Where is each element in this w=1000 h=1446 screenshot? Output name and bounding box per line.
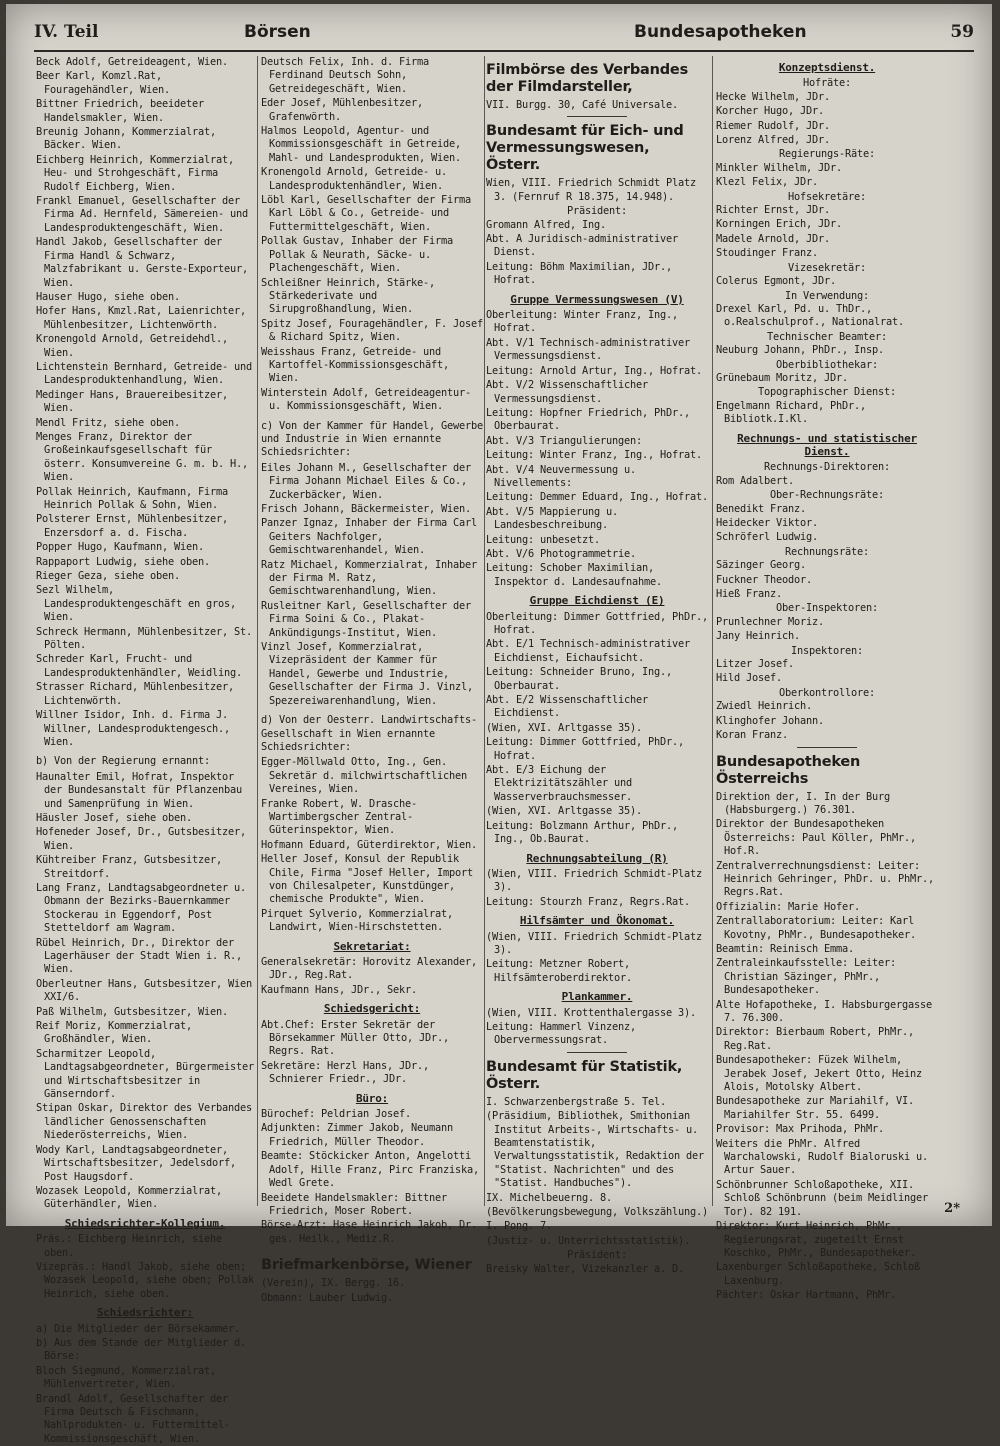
list-item: Paß Wilhelm, Gutsbesitzer, Wien. — [36, 1005, 228, 1018]
list-col2-a — [261, 56, 483, 414]
header-center-title: Börsen — [244, 22, 311, 42]
heading-eichamt: Bundesamt für Eich- und Vermessungswesen, Österr. — [486, 123, 684, 174]
heading-buero: Büro: — [355, 1091, 389, 1105]
list-item: b) Aus dem Stande der Mitglieder d. Börse: — [36, 1336, 246, 1363]
list-committee-a — [36, 56, 254, 749]
list-item: IX. Michelbeuerng. 8. — [486, 1191, 612, 1204]
list-item: Provisor: Max Prihoda, PhMr. — [716, 1123, 884, 1136]
heading-sekretariat: Sekretariat: — [333, 939, 411, 953]
section-heading-c: c) Von der Kammer für Handel, Gewerbe und Industrie in Wien ernannte Schiedsrichter: — [261, 419, 483, 459]
list-item: Abt. V/5 Mappierung u. Landesbeschreibung. — [486, 505, 618, 532]
list-item: Haunalter Emil, Hofrat, Inspektor der Bundesanstalt für Pflanzenbau und Samenprüfung in Wien. — [36, 770, 242, 810]
list-item: Korningen Erich, JDr. — [716, 218, 842, 231]
list-item: Abt. V/3 Triangulierungen: — [486, 434, 642, 447]
list-hofraete — [716, 91, 938, 148]
praesident-name: Gromann Alfred, Ing. — [486, 218, 606, 231]
list-item: Leitung: unbesetzt. — [486, 533, 600, 546]
list-item: Pächter: Oskar Hartmann, PhMr. — [716, 1289, 896, 1302]
list-topographischer-dienst — [716, 400, 938, 427]
label-hofsekretaere: Hofsekretäre: — [788, 190, 866, 203]
heading-rechnungsabteilung: Rechnungsabteilung (R) — [526, 851, 668, 865]
abt-a: Abt. A Juridisch-administrativer Dienst. — [486, 233, 678, 259]
list-item: Winterstein Adolf, Getreideagentur- u. Kommissionsgeschäft, Wien. — [261, 386, 471, 413]
list-item: Brandl Adolf, Gesellschafter der Firma Deutsch & Fischmann, Nahlprodukten- u. Futtermittel-Kommissionsgeschäft, Wien. — [36, 1392, 230, 1445]
list-item: Strasser Richard, Mühlenbesitzer, Lichtenwörth. — [36, 681, 234, 707]
part-label: IV. Teil — [34, 22, 99, 42]
list-item: Häusler Josef, siehe oben. — [36, 811, 192, 824]
list-item: Litzer Josef. — [716, 658, 794, 671]
list-item: Kronengold Arnold, Getreidehdl., Wien. — [36, 333, 228, 359]
list-item: Abt. V/6 Photogrammetrie. — [486, 547, 636, 560]
list-item: Laxenburger Schloßapotheke, Schloß Laxenburg. — [716, 1261, 920, 1287]
column-4 — [716, 56, 938, 1302]
list-item: Abt. V/4 Neuvermessung u. Nivellements: — [486, 463, 636, 489]
list-item: (Wien, XVI. Arltgasse 35). — [486, 805, 642, 818]
list-item: Leitung: Schober Maximilian, Inspektor d. Landesaufnahme. — [486, 562, 662, 588]
header-right-title: Bundesapotheken — [634, 22, 807, 42]
divider — [342, 1250, 402, 1251]
list-item: Wody Karl, Landtagsabgeordneter, Wirtschaftsbesitzer, Jedelsdorf, Post Haugsdorf. — [36, 1143, 236, 1183]
list-item: Abt. E/2 Wissenschaftlicher Eichdienst. — [486, 694, 648, 720]
list-item: Direktor: Bierbaum Robert, PhMr., Reg.Rat. — [716, 1026, 914, 1052]
label-inspektoren: Inspektoren: — [791, 644, 863, 657]
heading-filmboerse: Filmbörse des Verbandes der Filmdarsteller, — [486, 62, 688, 95]
list-item: (Wien, VIII. Friedrich Schmidt-Platz 3). — [486, 930, 702, 956]
section-heading-b: b) Von der Regierung ernannt: — [36, 755, 210, 768]
list-filmboerse — [486, 99, 708, 112]
list-item: Pollak Gustav, Inhaber der Firma Pollak & Neurath, Säcke- u. Plachengeschäft, Wien. — [261, 235, 453, 275]
list-item: Stipan Oskar, Direktor des Verbandes ländlicher Genossenschaften Niederösterreichs, Wien. — [36, 1102, 252, 1142]
list-item: Rusleitner Karl, Gesellschafter der Firma Soini & Co., Plakat-Ankündigungs-Institut, Wien. — [261, 599, 471, 639]
list-item: Wozasek Leopold, Kommerzialrat, Güterhändler, Wien. — [36, 1184, 222, 1211]
list-item: Kühtreiber Franz, Gutsbesitzer, Streitdorf. — [36, 854, 222, 880]
list-item: Klinghofer Johann. — [716, 714, 824, 727]
list-item: Leitung: Hopfner Friedrich, PhDr., Oberbaurat. — [486, 406, 690, 433]
list-kollegium — [36, 1233, 254, 1301]
header-rule — [34, 50, 974, 52]
list-item: (Bevölkerungsbewegung, Volkszählung.) — [486, 1206, 708, 1219]
list-item: Rübel Heinrich, Dr., Direktor der Lagerhäuser der Stadt Wien i. R., Wien. — [36, 936, 242, 976]
list-item: Colerus Egmont, JDr. — [716, 275, 836, 288]
list-item: Hecke Wilhelm, JDr. — [716, 90, 830, 103]
column-1 — [36, 56, 254, 1445]
list-item: (Präsidium, Bibliothek, Smithonian Institut Arbeits-, Wirtschafts- u. Beamtenstatistik, Verwaltungsstatistik, Redaktion der "Statist. Nachrichten" und des "Statist. Handbuches"). — [486, 1110, 704, 1190]
list-item: Minkler Wilhelm, JDr. — [716, 161, 842, 174]
list-item: Zentralverrechnungsdienst: Leiter: Heinrich Gehringer, PhDr. u. PhMr., Regrs.Rat. — [716, 859, 934, 899]
list-item: Hofeneder Josef, Dr., Gutsbesitzer, Wien. — [36, 826, 246, 852]
list-item: I. Schwarzenbergstraße 5. Tel. — [486, 1095, 666, 1108]
list-rechnungs-direktoren — [716, 475, 938, 488]
divider — [797, 747, 857, 748]
list-item: a) Die Mitglieder der Börsekammer. — [36, 1322, 240, 1335]
list-item: Abt. E/1 Technisch-administrativer Eichdienst, Eichaufsicht. — [486, 638, 690, 664]
list-item: Hieß Franz. — [716, 588, 782, 601]
list-oberkontrollore — [716, 700, 938, 742]
list-item: Schleißner Heinrich, Stärke-, Stärkederivate und Sirupgroßhandlung, Wien. — [261, 276, 435, 316]
list-item: Weiters die PhMr. Alfred Warchalowski, Rudolf Bialoruski u. Artur Sauer. — [716, 1137, 928, 1177]
label-ober-inspektoren: Ober-Inspektoren: — [776, 602, 878, 615]
list-item: Panzer Ignaz, Inhaber der Firma Carl Geiters Nachfolger, Gemischtwarenhandel, Wien. — [261, 517, 477, 557]
list-item: Fuckner Theodor. — [716, 573, 812, 586]
list-item: Bundesapotheker: Füzek Wilhelm, Jerabek Josef, Jekert Otto, Heinz Alois, Motolsky Albert. — [716, 1054, 922, 1094]
list-item: Leitung: Hammerl Vinzenz, Obervermessungsrat. — [486, 1020, 636, 1047]
list-item: Abt. V/2 Wissenschaftlicher Vermessungsdienst. — [486, 379, 648, 405]
list-item: Hofer Hans, Kmzl.Rat, Laienrichter, Mühlenbesitzer, Lichtenwörth. — [36, 305, 246, 331]
list-item: Pirquet Sylverio, Kommerzialrat, Landwirt, Wien-Hirschstetten. — [261, 907, 453, 934]
list-item: Lichtenstein Bernhard, Getreide- und Landesproduktenhandlung, Wien. — [36, 360, 252, 387]
heading-statistik: Bundesamt für Statistik, Österr. — [486, 1058, 683, 1092]
divider — [567, 116, 627, 117]
list-item: Leitung: Bolzmann Arthur, PhDr., Ing., Ob.Baurat. — [486, 819, 678, 846]
list-item: Madele Arnold, JDr. — [716, 232, 830, 245]
list-item: Schreck Hermann, Mühlenbesitzer, St. Pölten. — [36, 625, 252, 652]
list-rechnungsabteilung — [486, 868, 708, 909]
list-bundesapotheken — [716, 791, 938, 1303]
heading-bundesapotheken: Bundesapotheken Österreichs — [716, 753, 861, 787]
list-item: (Justiz- u. Unterrichtsstatistik). — [486, 1234, 690, 1247]
praesident-label: Präsident: — [567, 205, 627, 218]
list-item: Schreder Karl, Frucht- und Landesproduktenhändler, Weidling. — [36, 653, 242, 679]
list-item: Lorenz Alfred, JDr. — [716, 134, 830, 147]
list-committee-b — [36, 771, 254, 1212]
list-item: Ratz Michael, Kommerzialrat, Inhaber der Firma M. Ratz, Gemischtwarenhandlung, Wien. — [261, 558, 477, 598]
list-schiedsrichter — [36, 1323, 254, 1446]
heading-konzeptsdienst: Konzeptsdienst. — [778, 61, 876, 74]
eichamt-address: Wien, VIII. Friedrich Schmidt Platz 3. (Fernruf R 18.375, 14.948). — [486, 177, 696, 203]
list-item: Hauser Hugo, siehe oben. — [36, 290, 180, 303]
list-item: Halmos Leopold, Agentur- und Kommissionsgeschäft in Getreide, Mahl- und Landesprodukten, Wien. — [261, 125, 461, 164]
list-sekretariat — [261, 956, 483, 997]
divider — [567, 1052, 627, 1053]
list-item: Mendl Fritz, siehe oben. — [36, 416, 180, 429]
label-topographischer-dienst: Topographischer Dienst: — [758, 386, 896, 399]
list-item: Beamtin: Reinisch Emma. — [716, 942, 854, 955]
heading-schiedsgericht: Schiedsgericht: — [323, 1002, 421, 1016]
list-hilfsaemter — [486, 931, 708, 986]
list-item: Rieger Geza, siehe oben. — [36, 570, 180, 583]
list-regierungsraete — [716, 162, 938, 190]
list-oberbibliothekar — [716, 372, 938, 385]
list-item: Scharmitzer Leopold, Landtagsabgeordneter, Bürgermeister und Wirtschaftsbesitzer in Gänserndorf. — [36, 1047, 254, 1101]
list-item: Oberleitung: Dimmer Gottfried, PhDr., Hofrat. — [486, 610, 708, 636]
list-item: Abt. V/1 Technisch-administrativer Vermessungsdienst. — [486, 336, 690, 363]
list-item: Jany Heinrich. — [716, 630, 800, 643]
list-item: Obmann: Lauber Ludwig. — [261, 1291, 393, 1304]
list-item: Generalsekretär: Horovitz Alexander, JDr., Reg.Rat. — [261, 956, 477, 982]
heading-schiedsrichter: Schiedsrichter: — [96, 1306, 194, 1320]
list-inspektoren — [716, 658, 938, 686]
list-item: Eder Josef, Mühlenbesitzer, Grafenwörth. — [261, 97, 423, 123]
list-item: Säzinger Georg. — [716, 559, 806, 572]
list-gruppe-vermessung — [486, 309, 708, 589]
list-plankammer — [486, 1007, 708, 1048]
list-item: Abt. E/3 Eichung der Elektrizitätszähler und Wasserverbrauchsmesser. — [486, 764, 632, 803]
heading-hilfsaemter: Hilfsämter und Ökonomat. — [519, 914, 675, 928]
list-item: Richter Ernst, JDr. — [716, 204, 830, 217]
list-in-verwendung — [716, 303, 938, 330]
list-item: Reif Moriz, Kommerzialrat, Großhändler, Wien. — [36, 1020, 192, 1046]
list-item: Adjunkten: Zimmer Jakob, Neumann Friedrich, Müller Theodor. — [261, 1122, 453, 1148]
statistik-praesident-label: Präsident: — [567, 1249, 627, 1262]
footer-mark: 2* — [944, 1201, 960, 1216]
list-col2-c — [261, 462, 483, 708]
list-item: (Wien, XVI. Arltgasse 35). — [486, 721, 642, 734]
column-divider — [712, 56, 713, 1206]
label-rechnungs-direktoren: Rechnungs-Direktoren: — [764, 461, 890, 474]
heading-rechnungsdienst: Rechnungs- und statistischer Dienst. — [737, 431, 917, 458]
list-item: Sezl Wilhelm, Landesproduktengeschäft en gros, Wien. — [36, 584, 236, 624]
list-ober-rechnungsraete — [716, 503, 938, 545]
list-vizesekretaer — [716, 275, 938, 288]
list-item: Zentraleinkaufsstelle: Leiter: Christian Säzinger, PhMr., Bundesapotheker. — [716, 957, 896, 997]
list-item: Sekretäre: Herzl Hans, JDr., Schnierer Friedr., JDr. — [261, 1059, 429, 1086]
list-item: Menges Franz, Direktor der Großeinkaufsgesellschaft für österr. Konsumvereine G. m. b. H., Wien. — [36, 430, 248, 484]
list-item: Medinger Hans, Brauereibesitzer, Wien. — [36, 388, 228, 415]
list-item: Vizepräs.: Handl Jakob, siehe oben; Wozasek Leopold, siehe oben; Pollak Heinrich, siehe oben. — [36, 1260, 254, 1300]
list-item: Willner Isidor, Inh. d. Firma J. Willner, Landesproduktengesch., Wien. — [36, 709, 230, 748]
list-item: Deutsch Felix, Inh. d. Firma Ferdinand Deutsch Sohn, Getreidegeschäft, Wien. — [261, 56, 429, 95]
list-item: Klezl Felix, JDr. — [716, 176, 818, 189]
list-item: Bürochef: Peldrian Josef. — [261, 1108, 411, 1121]
list-item: Stoudinger Franz. — [716, 247, 818, 260]
list-item: Abt.Chef: Erster Sekretär der Börsekammer Müller Otto, JDr., Regrs. Rat. — [261, 1018, 449, 1058]
list-item: Spitz Josef, Fouragehändler, F. Josef & Richard Spitz, Wien. — [261, 317, 483, 344]
list-item: Beamte: Stöckicker Anton, Angelotti Adolf, Hille Franz, Pirc Franziska, Wedl Grete. — [261, 1150, 479, 1190]
list-item: Lang Franz, Landtagsabgeordneter u. Obmann der Bezirks-Bauernkammer Stockerau in Eggendorf, Post Stetteldorf am Wagram. — [36, 881, 246, 935]
list-item: Neuburg Johann, PhDr., Insp. — [716, 344, 884, 357]
page-number: 59 — [950, 22, 974, 42]
list-item: Beeidete Handelsmakler: Bittner Friedrich, Moser Robert. — [261, 1191, 447, 1217]
list-item: Pollak Heinrich, Kaufmann, Firma Heinrich Pollak & Sohn, Wien. — [36, 485, 228, 511]
list-item: Weisshaus Franz, Getreide- und Kartoffel-Kommissionsgeschäft, Wien. — [261, 345, 449, 385]
list-col2-d — [261, 756, 483, 934]
list-item: Oberleitung: Winter Franz, Ing., Hofrat. — [486, 309, 678, 335]
list-item: Prunlechner Moriz. — [716, 615, 824, 628]
list-item: Drexel Karl, Pd. u. ThDr., o.Realschulprof., Nationalrat. — [716, 302, 904, 329]
list-item: Korcher Hugo, JDr. — [716, 105, 824, 118]
list-technischer-beamter — [716, 344, 938, 357]
list-item: Hofmann Eduard, Güterdirektor, Wien. — [261, 838, 477, 851]
label-hofraete: Hofräte: — [803, 77, 851, 90]
label-ober-rechnungsraete: Ober-Rechnungsräte: — [770, 489, 884, 502]
list-item: Grünebaum Moritz, JDr. — [716, 371, 848, 384]
list-item: (Wien, VIII. Krottenthalergasse 3). — [486, 1006, 696, 1019]
label-oberkontrollore: Oberkontrollore: — [779, 686, 875, 699]
list-item: Heidecker Viktor. — [716, 517, 818, 529]
list-item: Frankl Emanuel, Gesellschafter der Firma Ad. Hernfeld, Sämereien- und Landesproduktengeschäft, Wien. — [36, 195, 248, 234]
list-item: Benedikt Franz. — [716, 502, 806, 515]
abt-a-leitung: Leitung: Böhm Maximilian, JDr., Hofrat. — [486, 260, 672, 287]
list-item: Oberleutner Hans, Gutsbesitzer, Wien XXI/6. — [36, 977, 252, 1004]
heading-plankammer: Plankammer. — [561, 990, 633, 1004]
heading-gruppe-eichdienst: Gruppe Eichdienst (E) — [529, 594, 665, 608]
statistik-praesident: Breisky Walter, Vizekanzler a. D. — [486, 1262, 684, 1275]
list-item: Zwiedl Heinrich. — [716, 700, 812, 713]
list-item: Handl Jakob, Gesellschafter der Firma Handl & Schwarz, Malzfabrikant u. Gerste-Exporteur, Wien. — [36, 236, 248, 289]
list-item: Direktor der Bundesapotheken Österreichs: Paul Köller, PhMr., Hof.R. — [716, 818, 916, 858]
list-item: Präs.: Eichberg Heinrich, siehe oben. — [36, 1233, 222, 1259]
list-item: Leitung: Stourzh Franz, Regrs.Rat. — [486, 895, 690, 908]
label-in-verwendung: In Verwendung: — [785, 289, 869, 302]
list-item: Offizialin: Marie Hofer. — [716, 900, 860, 913]
list-item: Leitung: Arnold Artur, Ing., Hofrat. — [486, 364, 702, 377]
list-item: Alte Hofapotheke, I. Habsburgergasse 7. 76.300. — [716, 998, 932, 1024]
list-item: Bittner Friedrich, beeideter Handelsmakler, Wien. — [36, 98, 204, 124]
list-item: Beer Karl, Komzl.Rat, Fouragehändler, Wien. — [36, 70, 170, 96]
column-2 — [261, 56, 483, 1304]
list-item: Koran Franz. — [716, 729, 788, 742]
list-item: Popper Hugo, Kaufmann, Wien. — [36, 541, 204, 554]
list-item: Frisch Johann, Bäckermeister, Wien. — [261, 503, 471, 515]
list-item: Leitung: Schneider Bruno, Ing., Oberbaurat. — [486, 666, 672, 692]
list-rechnungsraete — [716, 559, 938, 601]
list-item: Riemer Rudolf, JDr. — [716, 119, 830, 132]
column-divider — [484, 56, 485, 1206]
heading-schiedsrichter-kollegium: Schiedsrichter-Kollegium. — [64, 1216, 226, 1230]
label-regierungsraete: Regierungs-Räte: — [779, 148, 875, 161]
list-item: Vinzl Josef, Kommerzialrat, Vizepräsident der Kammer für Handel, Gewerbe und Industrie, Gesellschafter der Firma J. Vinzl, Spezereiwarenhandlung, Wien. — [261, 641, 473, 707]
list-item: Leitung: Winter Franz, Ing., Hofrat. — [486, 449, 702, 462]
list-item: Polsterer Ernst, Mühlenbesitzer, Enzersdorf a. d. Fischa. — [36, 513, 228, 539]
list-item: (Verein), IX. Bergg. 16. — [261, 1277, 405, 1290]
list-buero — [261, 1108, 483, 1246]
list-item: Leitung: Dimmer Gottfried, PhDr., Hofrat. — [486, 736, 684, 762]
list-item: Egger-Möllwald Otto, Ing., Gen. Sekretär d. milchwirtschaftlichen Vereines, Wien. — [261, 756, 467, 796]
list-ober-inspektoren — [716, 616, 938, 644]
list-item: Börse-Arzt: Hase Heinrich Jakob, Dr. ges. Heilk., Mediz.R. — [261, 1219, 477, 1245]
list-item: Zentrallaboratorium: Leiter: Karl Kovotny, PhMr., Bundesapotheker. — [716, 915, 916, 941]
list-item: Direktion der, I. In der Burg (Habsburgerg.) 76.301. — [716, 790, 890, 816]
list-item: Löbl Karl, Gesellschafter der Firma Karl Löbl & Co., Getreide- und Futtermittelgeschäft, Wien. — [261, 194, 471, 233]
column-divider — [257, 56, 258, 1206]
label-rechnungsraete: Rechnungsräte: — [785, 545, 869, 558]
list-item: Direktor: Kurt Heinrich, PhMr., Regierungsrat, zugeteilt Ernst Koschko, PhMr., Bundesapotheker. — [716, 1220, 916, 1259]
list-item: Franke Robert, W. Drasche-Wartimbergscher Zentral-Güterinspektor, Wien. — [261, 797, 417, 837]
list-gruppe-eichdienst — [486, 611, 708, 847]
list-hofsekretaere — [716, 204, 938, 261]
heading-briefmarkenboerse: Briefmarkenbörse, Wiener — [261, 1257, 472, 1274]
list-item: Schröferl Ludwig. — [716, 531, 818, 544]
list-item: Engelmann Richard, PhDr., Bibliotk.I.Kl. — [716, 399, 866, 426]
label-vizesekretaer: Vizesekretär: — [788, 261, 866, 274]
list-schiedsgericht — [261, 1019, 483, 1087]
list-item: Eichberg Heinrich, Kommerzialrat, Heu- und Strohgeschäft, Firma Rudolf Eichberg, Wien. — [36, 153, 234, 193]
list-item: Leitung: Demmer Eduard, Ing., Hofrat. — [486, 491, 708, 504]
list-briefmarkenboerse — [261, 1277, 483, 1305]
label-oberbibliothekar: Oberbibliothekar: — [776, 358, 878, 371]
list-item: Eiles Johann M., Gesellschafter der Firma Johann Michael Eiles & Co., Zuckerbäcker, Wien. — [261, 461, 471, 501]
list-item: Bloch Siegmund, Kommerzialrat, Mühlenvertreter, Wien. — [36, 1364, 216, 1391]
list-item: Breunig Johann, Kommerzialrat, Bäcker. Wien. — [36, 126, 216, 152]
document-page — [6, 4, 992, 1445]
list-item: Rom Adalbert. — [716, 474, 794, 487]
section-heading-d: d) Von der Oesterr. Landwirtschafts-Gesellschaft in Wien ernannte Schiedsrichter: — [261, 714, 477, 753]
list-item: Schönbrunner Schloßapotheke, XII. Schloß Schönbrunn (beim Meidlinger Tor). 82 191. — [716, 1178, 928, 1218]
list-item: Kronengold Arnold, Getreide- u. Landesproduktenhändler, Wien. — [261, 166, 447, 192]
list-item: VII. Burgg. 30, Café Universale. — [486, 99, 678, 111]
list-item: Kaufmann Hans, JDr., Sekr. — [261, 983, 417, 996]
list-item: Beck Adolf, Getreideagent, Wien. — [36, 56, 228, 68]
page-header — [34, 22, 974, 50]
list-item: Leitung: Metzner Robert, Hilfsämteroberdirektor. — [486, 958, 632, 984]
list-item: Heller Josef, Konsul der Republik Chile, Firma "Josef Heller, Import von Chilesalpeter, Kunstdünger, chemische Produkte", Wien. — [261, 853, 473, 906]
label-technischer-beamter: Technischer Beamter: — [767, 330, 887, 343]
list-item: I. Pong. 7. — [486, 1220, 552, 1233]
list-item: (Wien, VIII. Friedrich Schmidt-Platz 3). — [486, 867, 702, 894]
list-item: Hild Josef. — [716, 672, 782, 685]
list-item: Bundesapotheke zur Mariahilf, VI. Mariahilfer Str. 55. 6499. — [716, 1095, 914, 1121]
list-statistik — [486, 1096, 708, 1248]
heading-gruppe-vermessung: Gruppe Vermessungswesen (V) — [510, 292, 684, 306]
column-3 — [486, 56, 708, 1275]
list-item: Rappaport Ludwig, siehe oben. — [36, 555, 210, 568]
